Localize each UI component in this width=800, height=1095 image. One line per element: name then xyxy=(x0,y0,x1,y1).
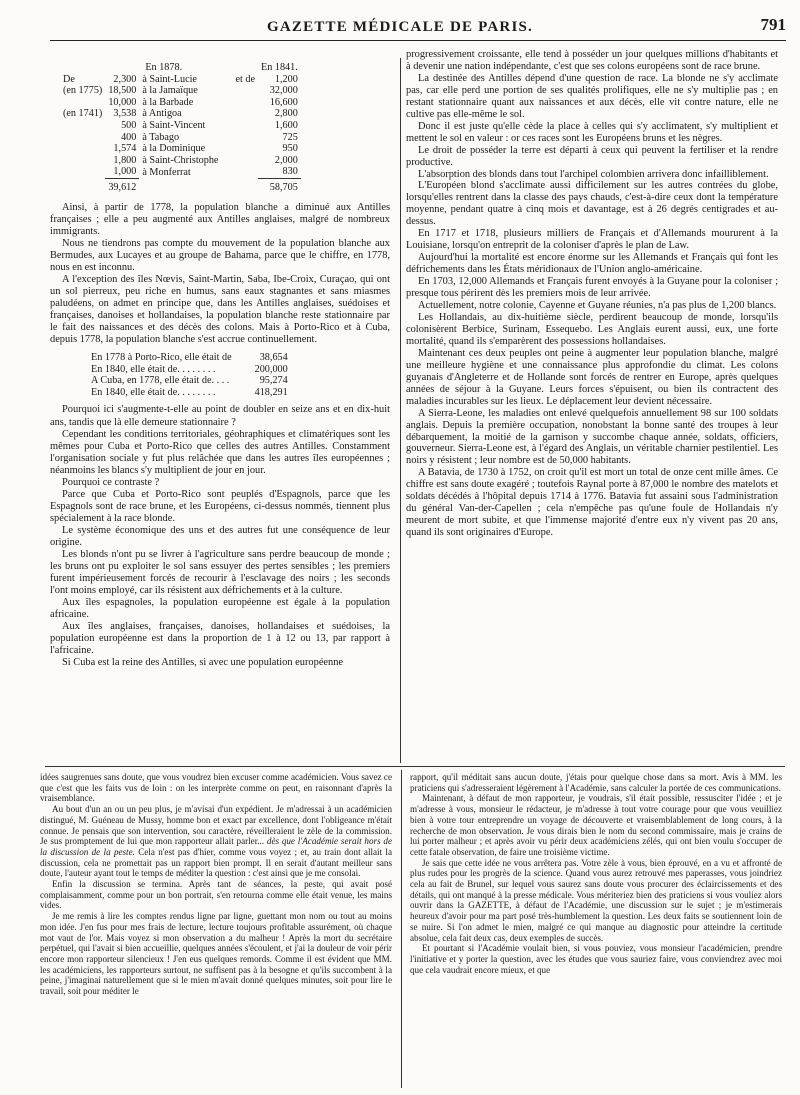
table-row: (en 1775) 18,500 à la Jamaïque 32,000 xyxy=(63,85,298,97)
paragraph: Maintenant ces deux peuples ont peine à augmenter leur population blanche, malgré une meilleure hygiène et une connaissance plus approfondie du climat. Les colons guyanais d'Angleterre et de Hollande sont forcés de rentrer en Europe, après quelques années de séjour à la Guyane. Leurs forces s'épuisent, ou bien ils contractent des maladies incurables sur les lieux. Le déplacement leur devient nécessaire. xyxy=(406,347,778,407)
paragraph: Enfin la discussion se termina. Après tant de séances, la peste, qui avait posé complaisamment, comme pour un bon portrait, s'en retourna comme elle était venue, les mains vides. xyxy=(40,879,392,911)
table-row: 1,000 à Monferrat 830 xyxy=(113,166,298,178)
right-column xyxy=(406,49,778,539)
table-row: 400 à Tabago 725 xyxy=(121,131,298,143)
population-table-porto-rico-cuba xyxy=(88,352,291,398)
lower-right-column xyxy=(410,772,782,975)
table-row: A Cuba, en 1778, elle était de. . . . 95,274 xyxy=(91,375,288,387)
table-row: 500 à Saint-Vincent 1,600 xyxy=(121,119,298,131)
table-total-row xyxy=(60,178,301,193)
paragraph: Au bout d'un an ou un peu plus, je m'avisai d'un expédient. Je m'adressai à un académicien distingué, M. Guéneau de Mussy, homme bon et exact par excellence, dont l'obligeance m'était connue. Je pensais que son intervention, sou caractère, réveilleraient le zèle de la commission. Je sus promptement de lui que mon rapporteur allait parler... dès que l'Académie serait hors de la discussion de la peste. Cela n'est pas d'hier, comme vous voyez ; et, au train dont allait la discussion, cela ne promettait pas un rapport bien prompt. Il en serait d'autant meilleur sans doute, l'auteur ayant tout le temps de méditer la question : c'est ainsi que je me consolai. xyxy=(40,804,393,879)
paragraph: idées saugrenues sans doute, que vous voudrez bien excuser comme académicien. Vous savez ce que c'est que les faits vus de loin : on les interprète comme on peut, en raisonnant d'après la vraisemblance. xyxy=(40,772,392,804)
paragraph: Maintenant, à défaut de mon rapporteur, je voudrais, s'il était possible, ressusciter l'idée ; et je m'adresse à vous, monsieur le rédacteur, je m'adresse à tout votre courage pour que vous veuilliez bien à votre tour entreprendre un voyage de découverte et vraisemblablement de long cours, à la recherche de mon observation. Je vous dirais bien le nom du second commissaire, mais je crains de lui porter malheur ; et après avoir vu périr deux académiciens zélés, qui ont bien voulu s'occuper de cette fatale observation, de faire une troisième victime. xyxy=(410,793,782,857)
page-number: 791 xyxy=(760,15,786,34)
page-header xyxy=(0,14,800,40)
table-row: 1,574 à la Dominique 950 xyxy=(113,143,298,155)
paragraph: Les Hollandais, au dix-huitième siècle, perdirent beaucoup de monde, lorsqu'ils colonisèrent Berbice, Surinam, Essequebo. Les Anglais eurent aussi, eux, une forte mortalité, quand ils s'emparèrent des possessions hollandaises. xyxy=(406,311,778,347)
italic-quote: dès que l'Académie serait hors de la discussion de la peste. xyxy=(40,836,393,857)
paragraph: A l'exception des îles Nœvis, Saint-Martin, Saba, Ibe-Croix, Curaçao, qui ont un sol pierreux, peu riche en humus, sans eaux stagnantes et sans miasmes paludéens, on admet en principe que, dans les Antilles anglaises, suédoises et françaises, danoises et hollandaises, la population blanche reste stationnaire par le fait des naissances et des décès des colons. Mais à Porto-Rico et à Cuba, depuis 1778, la population blanche s'est accrue continuellement. xyxy=(50,273,390,346)
paragraph: Parce que Cuba et Porto-Rico sont peuplés d'Espagnols, parce que les Espagnols sont de race brune, et les Européens, ci-dessus nommés, tiennent plus spécialement à la race blonde. xyxy=(50,488,390,524)
column-divider-upper xyxy=(400,58,401,763)
lower-left-column xyxy=(40,772,392,997)
table-head-1878: En 1878. xyxy=(145,62,183,73)
paragraph: Donc il est juste qu'elle cède la place à celles qui s'y acclimatent, s'y multiplient et mettent le sol en valeur : or ces races sont les Européens bruns et les nègres. xyxy=(406,120,778,144)
paragraph: A Batavia, de 1730 à 1752, on croit qu'il est mort un total de onze cent mille âmes. Ce chiffre est sans doute exagéré ; toutefois Raynal porte à 87,000 le nombre des matelots et soldats décédés à l'hôpital depuis 1714 à 1776. Batavia fut assaini sous l'administration du général Van-der-Capellen ; cela n'empêche pas qu'une foule de Hollandais n'y meurent de mort subite, et que l'immense majorité d'entre eux n'y vivent pas 20 ans, quand ils sont originaires d'Europe. xyxy=(406,467,778,539)
paragraph: A Sierra-Leone, les maladies ont enlevé quelquefois annuellement 98 sur 100 soldats anglais. Depuis la première occupation, nonobstant la bonne santé des troupes à leur débarquement, la moitié de la garnison y succombe chaque année, soldats, officiers, gouverneur. Sierra-Leone est, à l'égard des Anglais, un véritable charnier pestilentiel. Les noirs y résistent ; leur nombre est de 50,000 habitants. xyxy=(406,407,778,467)
header-rule xyxy=(50,40,786,41)
paragraph: En 1703, 12,000 Allemands et Français furent envoyés à la Guyane pour la coloniser ; presque tous périrent dès les premiers mois de leur arrivée. xyxy=(406,276,778,300)
paragraph: L'Européen blond s'acclimate aussi difficilement sur les autres contrées du globe, lorsqu'elles rentrent dans la classe des pays chauds, c'est-à-dire ceux dont la température moyenne, pendant quatre à cinq mois et davantage, est à 26 degrés centigrades et au-dessus. xyxy=(406,180,778,228)
paragraph: Actuellement, notre colonie, Cayenne et Guyane réunies, n'a pas plus de 1,200 blancs. xyxy=(418,300,777,312)
paragraph: Cependant les conditions territoriales, géohraphiques et climatériques sont les mêmes pour Cuba et Porto-Rico que celles des autres Antilles. Constamment l'organisation sociale y fut plus relâchée que dans les autres îles européennes ; néanmoins les blancs s'y multiplient de jour en jour. xyxy=(50,428,390,476)
paragraph: progressivement croissante, elle tend à posséder un jour quelques millions d'habitants et à devenir une nation indépendante, c'est que ses colons européens sont de race brune. xyxy=(406,49,778,72)
paragraph: Pourquoi ici s'augmente-t-elle au point de doubler en seize ans et en dix-huit ans, tandis que là elle demeure stationnaire ? xyxy=(50,404,390,428)
table-row: De 2,300 à Saint-Lucie et de 1,200 xyxy=(63,73,298,85)
paragraph: Et pourtant si l'Académie voulait bien, si vous pouviez, vous monsieur l'académicien, prendre l'initiative et y porter la question, avec les études que vous sauriez faire, vous conviendrez avec moi que cela vaudrait encore mieux, et que xyxy=(410,943,782,975)
table-head-1841: En 1841. xyxy=(260,62,298,73)
paragraph: Le droit de posséder la terre est départi à ceux qui peuvent la fertiliser et la rendre productive. xyxy=(406,144,778,168)
section-separator xyxy=(45,766,785,767)
table-row: 10,000 à la Barbade 16,600 xyxy=(108,96,298,108)
population-table-1841 xyxy=(60,62,301,194)
paragraph: Je me remis à lire les comptes rendus ligne par ligne, guettant mon nom ou tout au moins mon idée. J'en fus pour mes frais de lecture, lecture toujours profitable assurément, où chaque mot vaut de l'or. Mais voyez si mon observation a du malheur ! Après la mort du secrétaire perpétuel, qui l'avait si bien accueillie, quelques années s'écoulent, et j'ai la douleur de voir périr encore mon rapporteur silencieux ! J'en eus quelques remords. Comme il est évident que MM. les académiciens, les rapporteurs surtout, ne suffisent pas à la besogne et qu'ils succombent à la peine, j'imaginai naturellement que si le mien m'avait donné quelques minutes, soit pour lire le travail, soit pour méditer le xyxy=(40,911,392,997)
paragraph: La destinée des Antilles dépend d'une question de race. La blonde ne s'y acclimate pas, car elle perd une portion de ses qualités prolifiques, elle ne s'y multiplie pas ; en restant stationnaire quant aux naissances et aux décès, elle vit contre nature, elle ne cultive pas elle-même le sol. xyxy=(406,72,778,120)
total-1778: 39,612 xyxy=(105,178,139,193)
paragraph: L'absorption des blonds dans tout l'archipel colombien arrivera donc infailliblement. xyxy=(418,168,769,180)
publication-title: GAZETTE MÉDICALE DE PARIS. xyxy=(267,19,533,35)
table-row: En 1778 à Porto-Rico, elle était de 38,654 xyxy=(91,352,288,364)
paragraph: Aux îles anglaises, françaises, danoises, hollandaises et suédoises, la population européenne est dans la proportion de 1 à 12 ou 13, par rapport à l'africaine. xyxy=(50,621,390,657)
paragraph: Ainsi, à partir de 1778, la population blanche a diminué aux Antilles françaises ; elle a peu augmenté aux Antilles anglaises, malgré de nombreux immigrants. xyxy=(50,201,390,237)
total-1841: 58,705 xyxy=(258,178,301,193)
paragraph: Aujourd'hui la mortalité est encore énorme sur les Allemands et Français qui font les défrichements dans les États méridionaux de l'Union anglo-américaine. xyxy=(406,252,778,276)
paragraph: Nous ne tiendrons pas compte du mouvement de la population blanche aux Bermudes, aux Lucayes et au groupe de Bahama, parce que le chiffre, en 1778, nous en est inconnu. xyxy=(50,237,390,273)
column-divider-lower xyxy=(401,770,402,1088)
paragraph: En 1717 et 1718, plusieurs milliers de Français et d'Allemands moururent à la Louisiane, lorsqu'on entreprit de la coloniser d'après le plan de Law. xyxy=(406,228,778,252)
table-row: En 1840, elle était de. . . . . . . . 200,000 xyxy=(91,363,288,375)
table-row: 1,800 à Saint-Christophe 2,000 xyxy=(113,154,298,166)
paragraph: Aux îles espagnoles, la population européenne est égale à la population africaine. xyxy=(50,597,390,621)
paragraph: Je sais que cette idée ne vous arrêtera pas. Votre zèle à vous, bien éprouvé, en a vu et affronté de plus rudes pour les progrès de la science. Quand vous aurez retrouvé mes paperasses, vous joindriez cela au fait de Brunel, sur lequel vous saurez sans doute vous procurer des éclaircissements et des détails, qui ont manqué à la presse médicale. Vous mériteriez bien des praticiens si vous vouliez alors ouvrir dans la GAZETTE, à défaut de l'Académie, une discussion sur le sujet ; je m'estimerais heureux d'avoir pour ma part posé très-humblement la question. Les deux faits se soutiennent loin de se nuire. Si l'on admet le mien, malgré ce qui manque au diagnostic pour atteindre la certitude absolue, cela fait deux cas, deux exemples de succès. xyxy=(410,857,782,943)
table-row: (en 1741) 3,538 à Antigoa 2,800 xyxy=(63,108,298,120)
paragraph: rapport, qu'il méditait sans aucun doute, j'étais pour quelque chose dans sa mort. Avis à MM. les praticiens qui s'adresseraient légèrement à l'Académie, sans calculer la portée de ces communications. xyxy=(410,772,782,793)
paragraph: Si Cuba est la reine des Antilles, si avec une population européenne xyxy=(62,657,344,669)
left-column xyxy=(50,62,390,670)
paragraph: Pourquoi ce contraste ? xyxy=(62,476,160,488)
paragraph: Le système économique des uns et des autres fut une conséquence de leur origine. xyxy=(50,524,390,548)
table-row: En 1840, elle était de. . . . . . . . 418,291 xyxy=(91,386,288,398)
paragraph: Les blonds n'ont pu se livrer à l'agriculture sans perdre beaucoup de monde ; les bruns ont pu exploiter le sol sans essuyer des pertes sensibles ; les premiers furent impérieusement forcés de recourir à l'esclavage des noirs ; les seconds l'ont moins employé, car ils résistent aux défrichements et à la culture. xyxy=(50,549,390,597)
